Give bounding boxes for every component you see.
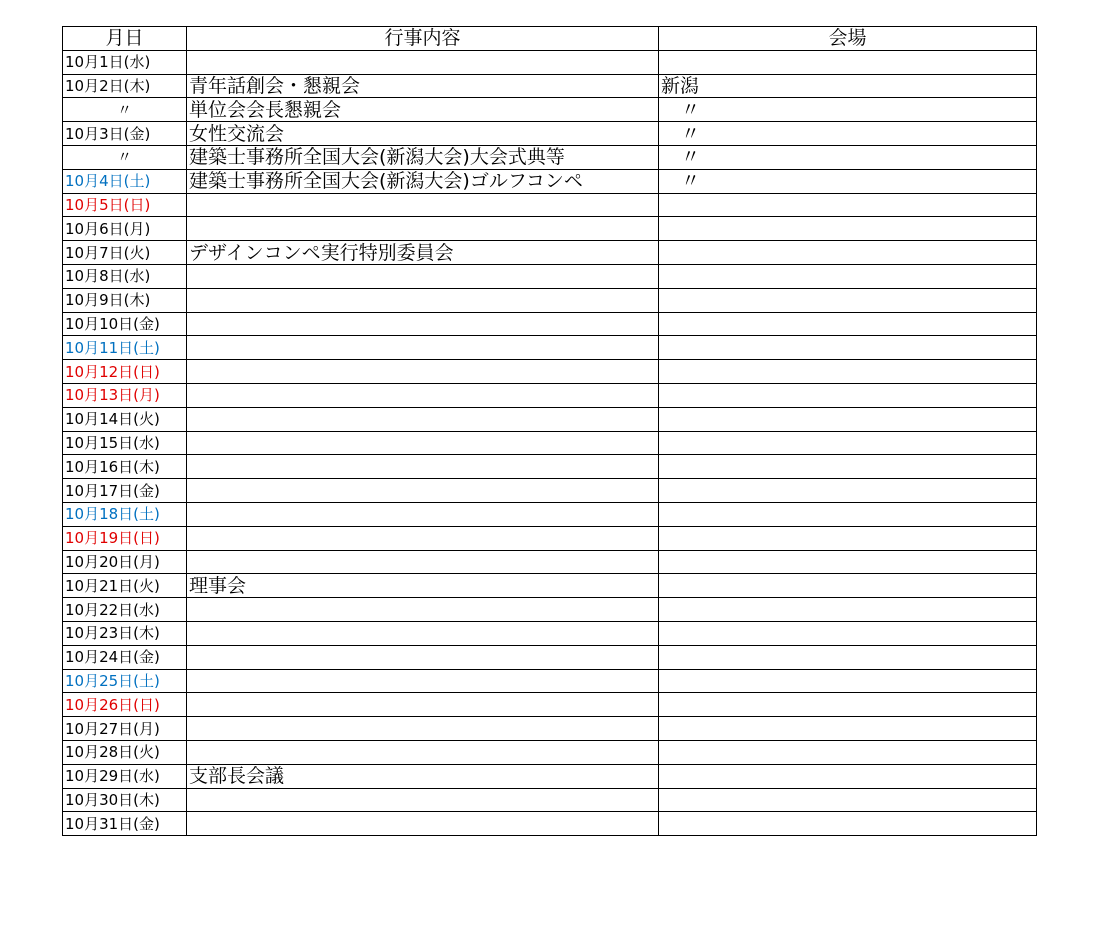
header-venue: 会場 (659, 27, 1037, 51)
venue-cell (659, 193, 1037, 217)
date-cell: 10月21日(火) (63, 574, 187, 598)
event-cell: 単位会会長懇親会 (187, 98, 659, 122)
venue-cell: 〃 (659, 169, 1037, 193)
date-cell: 10月3日(金) (63, 122, 187, 146)
event-cell (187, 288, 659, 312)
table-row (63, 336, 1037, 360)
table-row (63, 169, 1037, 193)
table-row (63, 407, 1037, 431)
table-row (63, 550, 1037, 574)
venue-cell (659, 669, 1037, 693)
date-cell: 10月1日(水) (63, 50, 187, 74)
venue-cell: 〃 (659, 145, 1037, 169)
event-cell (187, 407, 659, 431)
table-row (63, 98, 1037, 122)
event-cell (187, 336, 659, 360)
venue-cell (659, 288, 1037, 312)
venue-cell (659, 550, 1037, 574)
date-cell: 10月24日(金) (63, 645, 187, 669)
date-cell: 10月25日(土) (63, 669, 187, 693)
venue-cell (659, 241, 1037, 265)
table-row (63, 50, 1037, 74)
event-cell (187, 550, 659, 574)
venue-cell (659, 431, 1037, 455)
venue-cell (659, 645, 1037, 669)
event-cell (187, 264, 659, 288)
date-cell: 10月31日(金) (63, 812, 187, 836)
date-cell: 10月13日(月) (63, 383, 187, 407)
date-cell: 10月10日(金) (63, 312, 187, 336)
date-cell: 10月18日(土) (63, 502, 187, 526)
table-row (63, 502, 1037, 526)
table-row (63, 645, 1037, 669)
event-cell (187, 645, 659, 669)
date-cell: 〃 (63, 98, 187, 122)
header-event: 行事内容 (187, 27, 659, 51)
schedule-body (63, 50, 1037, 835)
venue-cell (659, 312, 1037, 336)
venue-cell (659, 217, 1037, 241)
event-cell (187, 455, 659, 479)
event-cell: 支部長会議 (187, 764, 659, 788)
event-cell: 建築士事務所全国大会(新潟大会)ゴルフコンペ (187, 169, 659, 193)
venue-cell (659, 264, 1037, 288)
venue-cell (659, 479, 1037, 503)
table-row (63, 669, 1037, 693)
table-row (63, 431, 1037, 455)
event-cell (187, 217, 659, 241)
table-row (63, 740, 1037, 764)
date-cell: 10月5日(日) (63, 193, 187, 217)
table-row (63, 598, 1037, 622)
event-cell (187, 193, 659, 217)
event-cell (187, 479, 659, 503)
event-cell (187, 812, 659, 836)
event-cell (187, 526, 659, 550)
date-cell: 10月16日(木) (63, 455, 187, 479)
table-row (63, 717, 1037, 741)
date-cell: 10月23日(木) (63, 621, 187, 645)
venue-cell (659, 621, 1037, 645)
table-row (63, 788, 1037, 812)
date-cell: 10月17日(金) (63, 479, 187, 503)
date-cell: 〃 (63, 145, 187, 169)
table-row (63, 288, 1037, 312)
venue-cell (659, 598, 1037, 622)
event-cell (187, 740, 659, 764)
event-cell: 理事会 (187, 574, 659, 598)
table-row (63, 145, 1037, 169)
venue-cell (659, 574, 1037, 598)
date-cell: 10月14日(火) (63, 407, 187, 431)
table-row (63, 526, 1037, 550)
date-cell: 10月28日(火) (63, 740, 187, 764)
table-row (63, 122, 1037, 146)
date-cell: 10月8日(水) (63, 264, 187, 288)
date-cell: 10月29日(水) (63, 764, 187, 788)
event-cell (187, 50, 659, 74)
table-row (63, 479, 1037, 503)
date-cell: 10月12日(日) (63, 360, 187, 384)
table-row (63, 812, 1037, 836)
date-cell: 10月6日(月) (63, 217, 187, 241)
table-row (63, 764, 1037, 788)
venue-cell (659, 764, 1037, 788)
venue-cell (659, 50, 1037, 74)
event-cell: デザインコンペ実行特別委員会 (187, 241, 659, 265)
venue-cell (659, 336, 1037, 360)
venue-cell (659, 455, 1037, 479)
venue-cell (659, 812, 1037, 836)
table-row (63, 383, 1037, 407)
table-row (63, 455, 1037, 479)
table-row (63, 693, 1037, 717)
table-row (63, 74, 1037, 98)
event-cell (187, 312, 659, 336)
table-row (63, 241, 1037, 265)
venue-cell (659, 740, 1037, 764)
date-cell: 10月30日(木) (63, 788, 187, 812)
table-row (63, 264, 1037, 288)
venue-cell (659, 788, 1037, 812)
event-cell (187, 598, 659, 622)
table-row (63, 193, 1037, 217)
header-row (63, 27, 1037, 51)
date-cell: 10月22日(水) (63, 598, 187, 622)
table-row (63, 312, 1037, 336)
schedule-table (62, 26, 1037, 836)
date-cell: 10月19日(日) (63, 526, 187, 550)
date-cell: 10月20日(月) (63, 550, 187, 574)
venue-cell (659, 360, 1037, 384)
event-cell (187, 669, 659, 693)
event-cell (187, 621, 659, 645)
venue-cell (659, 526, 1037, 550)
event-cell: 建築士事務所全国大会(新潟大会)大会式典等 (187, 145, 659, 169)
venue-cell (659, 717, 1037, 741)
event-cell (187, 502, 659, 526)
date-cell: 10月4日(土) (63, 169, 187, 193)
event-cell: 女性交流会 (187, 122, 659, 146)
table-row (63, 360, 1037, 384)
event-cell (187, 788, 659, 812)
date-cell: 10月9日(木) (63, 288, 187, 312)
venue-cell: 〃 (659, 122, 1037, 146)
event-cell (187, 431, 659, 455)
date-cell: 10月7日(火) (63, 241, 187, 265)
table-row (63, 217, 1037, 241)
event-cell (187, 717, 659, 741)
event-cell (187, 360, 659, 384)
event-cell: 青年話創会・懇親会 (187, 74, 659, 98)
event-cell (187, 693, 659, 717)
date-cell: 10月26日(日) (63, 693, 187, 717)
date-cell: 10月11日(土) (63, 336, 187, 360)
venue-cell: 〃 (659, 98, 1037, 122)
event-cell (187, 383, 659, 407)
venue-cell (659, 693, 1037, 717)
table-row (63, 574, 1037, 598)
venue-cell: 新潟 (659, 74, 1037, 98)
venue-cell (659, 502, 1037, 526)
date-cell: 10月15日(水) (63, 431, 187, 455)
date-cell: 10月2日(木) (63, 74, 187, 98)
header-date: 月日 (63, 27, 187, 51)
venue-cell (659, 383, 1037, 407)
table-row (63, 621, 1037, 645)
date-cell: 10月27日(月) (63, 717, 187, 741)
venue-cell (659, 407, 1037, 431)
